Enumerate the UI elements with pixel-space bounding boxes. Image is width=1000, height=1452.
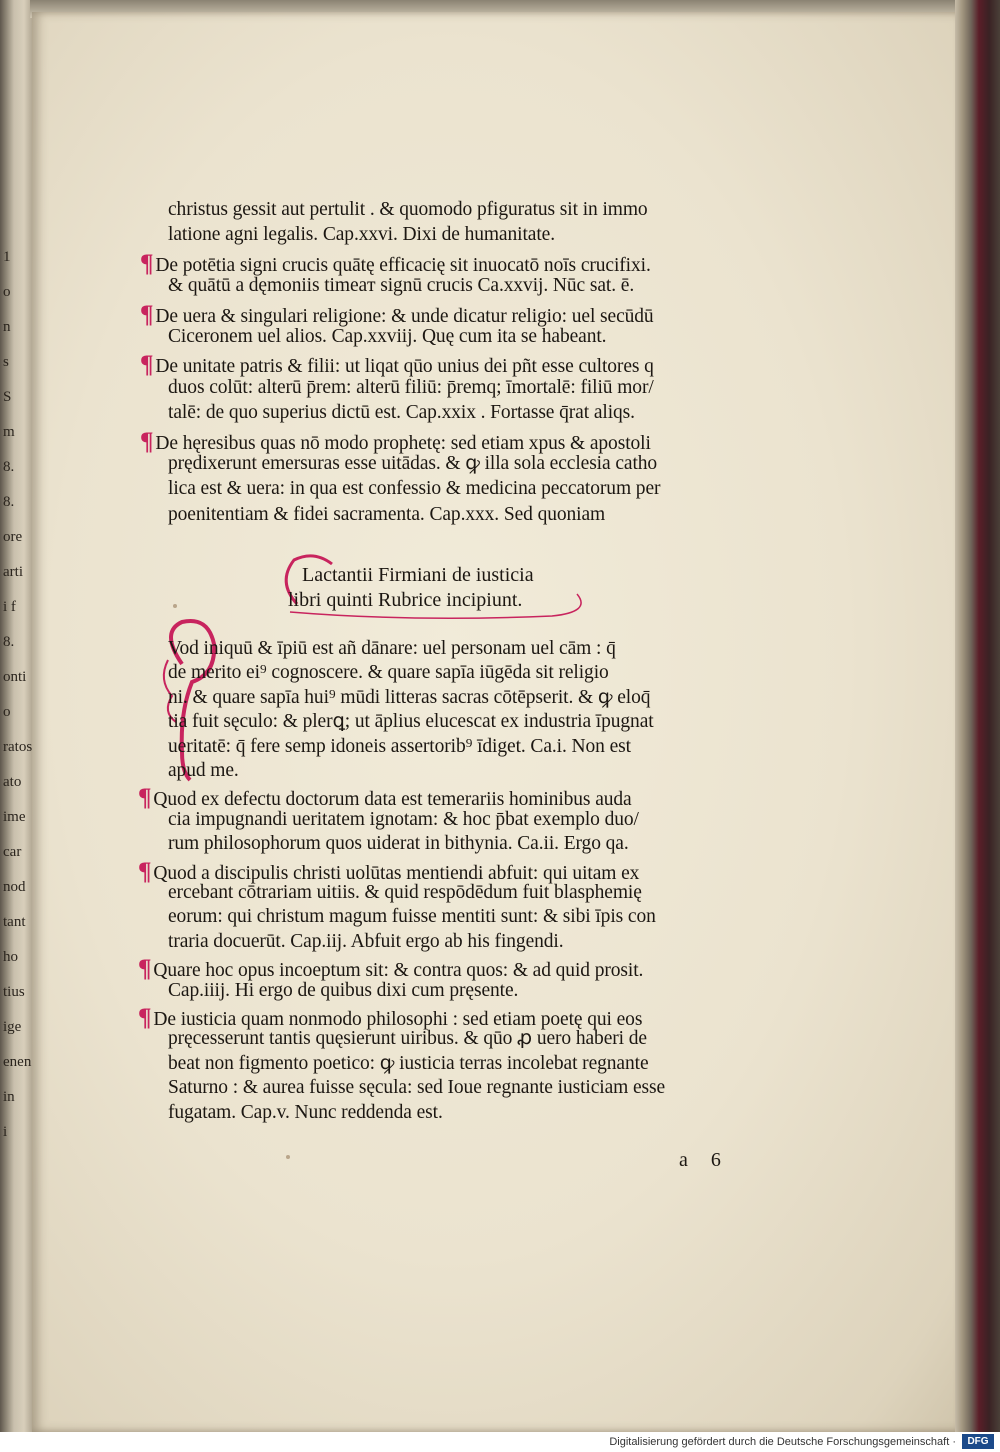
text-line <box>168 505 605 525</box>
margin-fragment: o <box>3 285 11 300</box>
foxing-spot <box>286 1155 290 1159</box>
line-text: & quātū a dęmoniis timeaт signū crucis Ca.xxvij. Nūc sat. ē. <box>168 275 635 297</box>
line-text: Quod ex defectu doctorum data est temerariis hominibus auda <box>153 789 632 811</box>
line-text: christus gessit aut pertulit . & quomodo pfiguratus sit in immo <box>168 199 648 220</box>
line-text: apud me. <box>168 760 239 781</box>
line-text: De hęresibus quas nō modo prophetę: sed etiam xpus & apostoli <box>155 432 651 454</box>
pilcrow-icon: ¶ <box>140 249 154 277</box>
line-text: pręcesserunt tantis quęsierunt uiribus. & qūo ꝓ uero haberi de <box>168 1028 647 1050</box>
text-line <box>138 859 639 884</box>
margin-fragment: onti <box>3 670 27 685</box>
signature-mark: a 6 <box>679 1149 721 1171</box>
dfg-logo: DFG <box>962 1434 994 1449</box>
line-text: latione agni legalis. Cap.xxvi. Dixi de humanitate. <box>168 224 555 246</box>
text-line <box>168 225 555 245</box>
text-line <box>168 327 606 347</box>
text-line <box>168 1103 443 1123</box>
text-line <box>168 761 239 781</box>
line-text: Quare hoc opus incoeptum sit: & contra quos: & ad quid prosit. <box>153 960 644 982</box>
text-line <box>168 663 609 683</box>
book-page <box>32 12 962 1432</box>
margin-fragment: tius <box>3 985 25 1000</box>
funding-credit: Digitalisierung gefördert durch die Deutsche Forschungsgemeinschaft · <box>609 1436 956 1448</box>
text-line <box>168 907 656 927</box>
margin-fragment: ho <box>3 950 18 965</box>
text-line <box>168 276 634 296</box>
right-page-edge <box>955 0 1000 1432</box>
text-line <box>140 302 654 327</box>
text-line <box>138 1005 642 1030</box>
margin-fragment: m <box>3 425 15 440</box>
text-line <box>168 737 631 757</box>
text-line <box>168 712 654 732</box>
line-text: De potētia signi crucis quātę efficacię sit inuocatō noīs crucifixi. <box>155 254 651 276</box>
text-line <box>168 981 518 1001</box>
text-line <box>168 1078 665 1098</box>
line-text: De unitate patris & filii: ut liqat qūo unius dei pñt esse cultores q <box>155 356 654 378</box>
margin-fragment: car <box>3 845 22 860</box>
text-line <box>168 883 642 903</box>
line-text: De uera & singulari religione: & unde dicatur religio: uel secūdū <box>155 305 654 327</box>
pilcrow-icon: ¶ <box>138 955 152 983</box>
pilcrow-icon: ¶ <box>140 427 154 455</box>
text-line <box>168 1054 649 1074</box>
pilcrow-icon: ¶ <box>138 784 152 812</box>
text-line <box>140 429 651 454</box>
text-line <box>168 454 657 474</box>
pilcrow-icon: ¶ <box>140 351 154 379</box>
text-line <box>168 1029 647 1049</box>
text-line <box>168 403 635 423</box>
foxing-spot <box>173 604 177 608</box>
line-text: ercebant cōtrariam uitiis. & quid respōdēdum fuit blasphemię <box>168 882 642 903</box>
text-line <box>168 378 654 398</box>
heading-line-2: libri quinti Rubrice incipiunt. <box>288 589 523 611</box>
margin-fragment: n <box>3 320 11 335</box>
margin-fragment: i <box>3 1125 8 1140</box>
pilcrow-icon: ¶ <box>138 1004 152 1031</box>
line-text: Vod iniquū & īpiū est añ dānare: uel personam uel cām : q̄ <box>168 638 616 659</box>
text-line <box>168 200 648 220</box>
margin-fragment: 1 <box>3 250 11 265</box>
line-text: prędixerunt emersuras esse uitādas. & ꝙ illa sola ecclesia catho <box>168 453 658 474</box>
line-text: de merito ei⁹ cognoscere. & quare sapīa iūgēda sit religio <box>168 662 609 684</box>
line-text: Cap.iiij. Hi ergo de quibus dixi cum pręsente. <box>168 979 519 1001</box>
line-text: ueritatē: q̄ fere semp idoneis assertorib⁹ īdiget. Ca.i. Non est <box>168 735 631 757</box>
text-line <box>138 785 632 810</box>
line-text: poenitentiam & fidei sacramenta. Cap.xxx. Sed quoniam <box>168 503 606 525</box>
margin-fragment: ime <box>3 810 26 825</box>
line-text: tia fuit sęculo: & plerꝗ; ut āplius elucescat ex industria īpugnat <box>168 711 654 733</box>
text-line <box>168 688 650 708</box>
margin-fragment: i f <box>3 600 16 615</box>
text-line <box>138 956 643 981</box>
margin-fragment: 8. <box>3 460 15 475</box>
margin-fragment: ige <box>3 1020 22 1035</box>
text-line <box>168 932 564 952</box>
line-text: traria docuerūt. Cap.iij. Abfuit ergo ab his fingendi. <box>168 930 564 952</box>
line-text: lica est & uera: in qua est confessio & medicina peccatorum per <box>168 478 661 500</box>
line-text: Quod a discipulis christi uolūtas mentiendi abfuit: qui uitam ex <box>153 862 640 884</box>
text-line <box>168 834 629 854</box>
text-line <box>140 352 654 377</box>
line-text: ni. & quare sapīa hui⁹ mūdi litteras sacras cōtēpserit. & ꝙ eloq̄ <box>168 686 651 708</box>
margin-fragment: S <box>3 390 12 405</box>
line-text: rum philosophorum quos uiderat in bithynia. Ca.ii. Ergo qa. <box>168 833 629 855</box>
line-text: fugatam. Cap.v. Nunc reddenda est. <box>168 1101 443 1123</box>
line-text: eorum: qui christum magum fuisse mentiti sunt: & sibi īpis con <box>168 906 656 928</box>
margin-fragment: enen <box>3 1055 32 1070</box>
heading-line-1: Lactantii Firmiani de iusticia <box>302 564 534 586</box>
margin-fragment: tant <box>3 915 26 930</box>
left-page-edge <box>0 0 34 1432</box>
text-line <box>168 479 660 499</box>
margin-fragment: 8. <box>3 495 15 510</box>
pilcrow-icon: ¶ <box>140 300 154 328</box>
line-text: beat non figmento poetico: ꝙ iusticia terras incolebat regnante <box>168 1052 649 1074</box>
margin-fragment: ore <box>3 530 23 545</box>
text-line <box>168 639 616 659</box>
line-text: cia impugnandi ueritatem ignotam: & hoc p̄bat exemplo duo/ <box>168 808 639 830</box>
margin-fragment: o <box>3 705 11 720</box>
text-line <box>140 251 651 276</box>
line-text: talē: de quo superius dictū est. Cap.xxix . Fortasse q̄rat aliqs. <box>168 402 635 424</box>
margin-fragment: s <box>3 355 9 370</box>
line-text: De iusticia quam nonmodo philosophi : sed etiam poetę qui eos <box>153 1009 643 1030</box>
margin-fragment: ratos <box>3 740 33 755</box>
margin-fragment: arti <box>3 565 23 580</box>
text-line <box>168 810 639 830</box>
line-text: duos colūt: alterū p̄rem: alterū filiū: p̄remq; īmortalē: filiū mor/ <box>168 376 654 398</box>
line-text: Saturno : & aurea fuisse sęcula: sed Ioue regnante iusticiam esse <box>168 1077 666 1099</box>
margin-fragment: 8. <box>3 635 15 650</box>
margin-fragment: nod <box>3 880 26 895</box>
margin-fragment: ato <box>3 775 22 790</box>
footer-bar <box>0 1432 1000 1452</box>
pilcrow-icon: ¶ <box>138 857 152 885</box>
line-text: Ciceronem uel alios. Cap.xxviij. Quę cum ita se habeant. <box>168 326 607 347</box>
margin-fragment: in <box>3 1090 15 1105</box>
